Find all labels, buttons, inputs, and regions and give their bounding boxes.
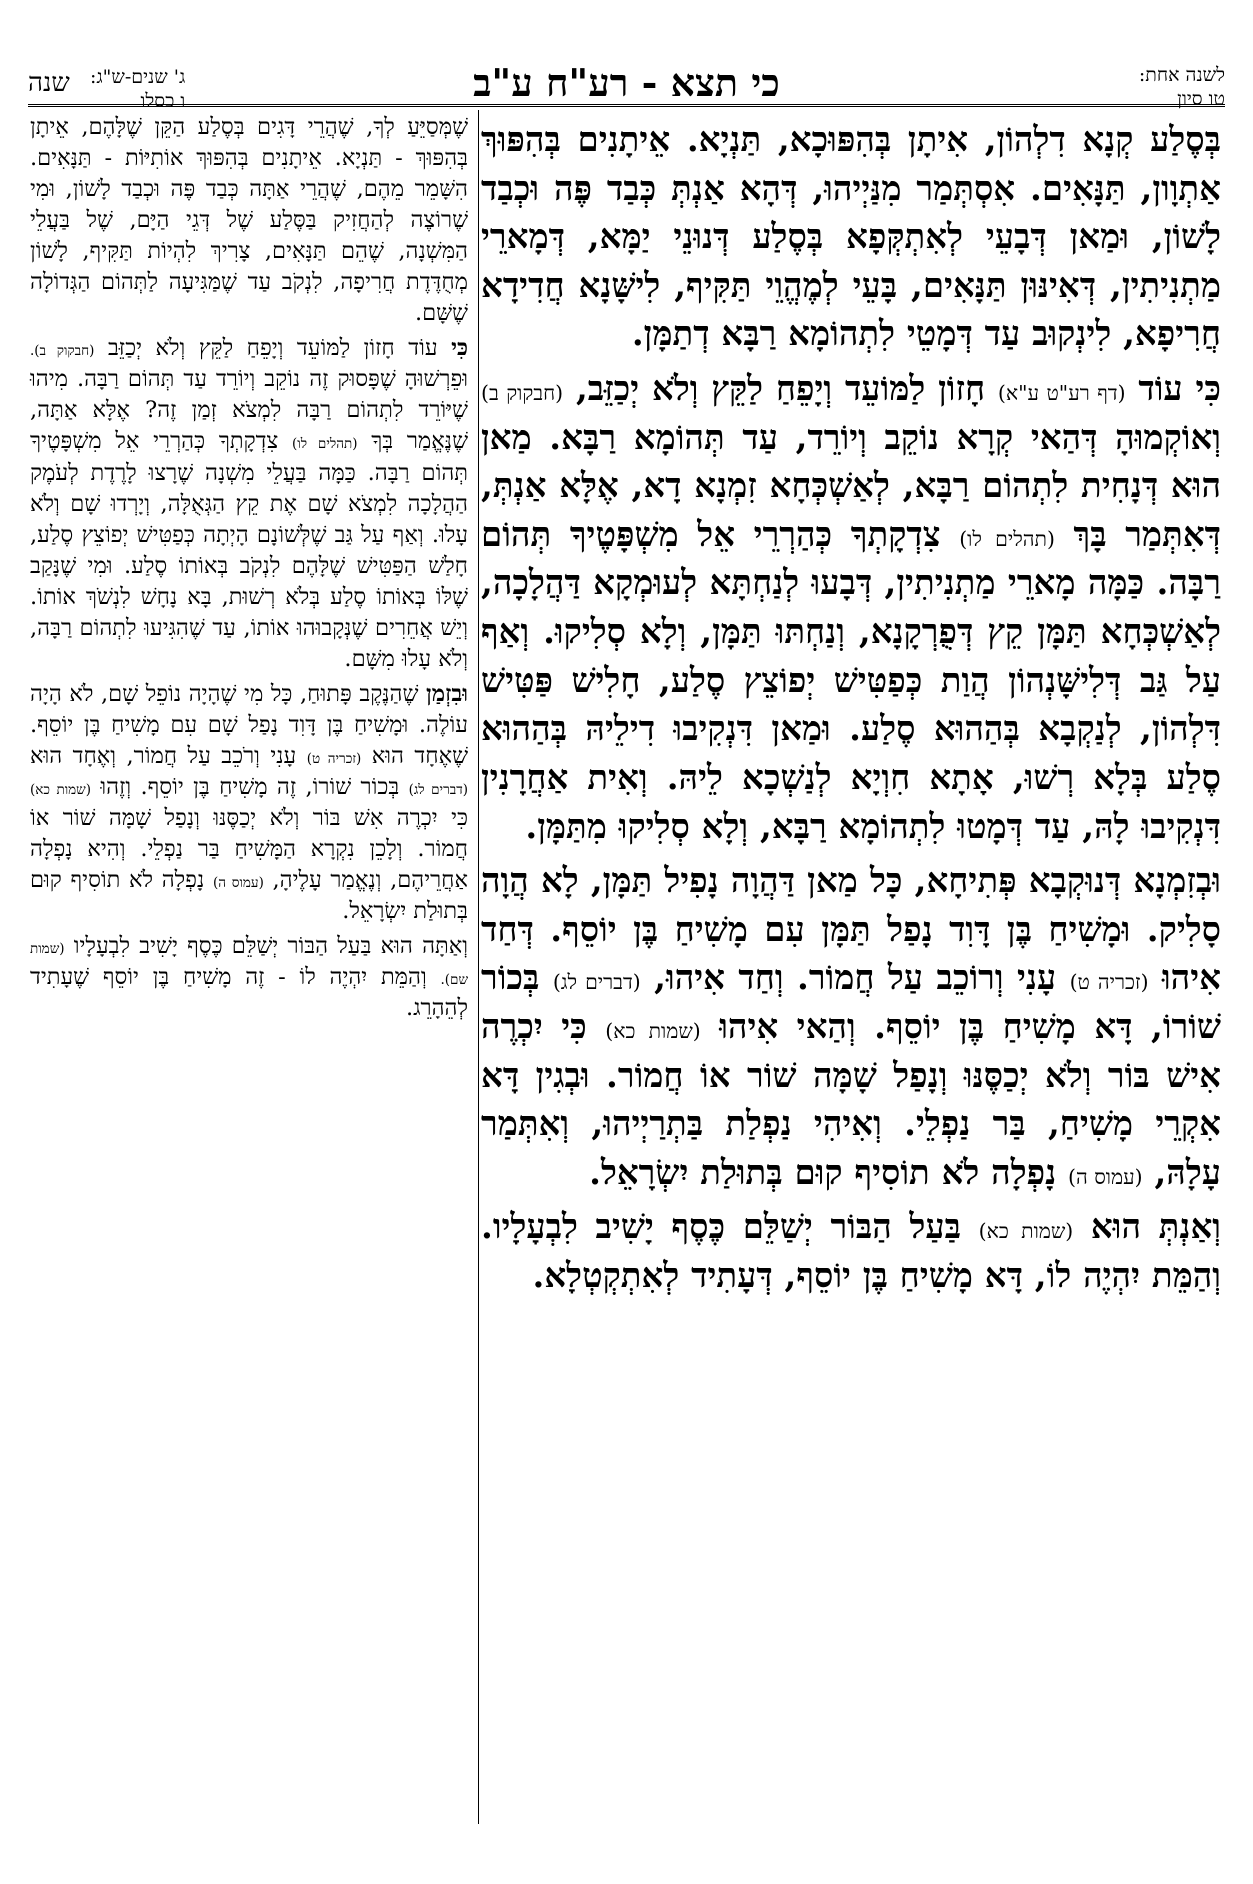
side-p4-ref1: (שמות שם).: [30, 941, 469, 989]
side-p3-text2: עָנִי וְרֹכֵב עַל חֲמוֹר, וְאֶחָד הוּא: [30, 742, 297, 769]
main-p3-text: דְּנוּקְבָא פְּתִיחָא, כָּל מַאן דַּהֲוָה נָפִיל תַּמָּן, לָא הֲוָה סָלִיק. וּמָשִׁיחַ בֶּן דָּוִד נָפַל תַּמָּן עִם מָשִׁיחַ בֶּן יוֹסֵף. דְּחַד אִיהוּ: [481, 861, 1221, 999]
main-p4-ref1: (שמות כא): [978, 1219, 1074, 1244]
date-one-year-value: טו סיון: [1177, 87, 1225, 110]
side-p2-text: עוֹד חָזוֹן לַמּוֹעֵד וְיָפֵחַ לַקֵּץ וְלֹא יְכַזֵּב: [107, 335, 438, 362]
main-p3-ref2: (דברים לג): [552, 970, 641, 995]
main-p3-ref3: (שמות כא): [605, 1018, 701, 1043]
main-text-column: [481, 116, 1221, 1834]
side-p2-text3: צִדְקָתְךָ כְּהַרְרֵי אֵל מִשְׁפָּטֶיךָ תְּהוֹם רַבָּה. כַּמָּה בַּעֲלֵי מִשְׁנָה שֶׁרָצוּ לָרֶדֶת לְעֹמֶק הַהֲלָכָה לִמְצֹא שָׁם אֶת קֵץ הַגְּאֻלָּה, וְיָרְדוּ שָׁם וְלֹא עָלוּ. וְאַף עַל גַּב שֶׁלְּשׁוֹנָם הָיְתָה כְּפַטִּישׁ יְפוֹצֵץ סֶלַע, חָלַשׁ הַפַּטִּישׁ שֶׁלָּהֶם לִנְקֹב בְּאוֹתוֹ סֶלַע. וּמִי שֶׁנָּקַב שֶׁלּוֹ בְּאוֹתוֹ סֶלַע בְּלֹא רְשׁוּת, בָּא נָחָשׁ לִנְשֹׁךְ אוֹתוֹ. וְיֵשׁ אֲחֵרִים שֶׁנְּקָבוּהוּ אוֹתוֹ, עַד שֶׁהִגִּיעוּ לִתְהוֹם רַבָּה, וְלֹא עָלוּ מִשָּׁם.: [30, 428, 468, 672]
column-divider: [478, 110, 479, 1824]
side-p3-ref1: (זכריה ט): [306, 750, 362, 767]
main-paragraph-3: [481, 857, 1221, 1197]
main-p3-text5: נָפְלָה לֹא תוֹסִיף קוּם בְּתוּלַת יִשְׂרָאֵל.: [589, 1152, 1057, 1193]
main-p2-text: חָזוֹן לַמּוֹעֵד וְיָפֵחַ לַקֵּץ וְלֹא יְכַזֵּב,: [575, 369, 986, 410]
main-p4-lead: וְאַנְתְּ הוּא: [1090, 1207, 1221, 1248]
side-p3-text: שֶׁהַנֶּקֶב פָּתוּחַ, כָּל מִי שֶׁהָיָה נוֹפֵל שָׁם, לֹא הָיָה עוֹלֶה. וּמָשִׁיחַ בֶּן דָּוִד נָפַל שָׁם עִם מָשִׁיחַ בֶּן יוֹסֵף. שֶׁאֶחָד הוּא: [30, 680, 468, 769]
side-p2-ref2: (תהלים לו): [292, 436, 358, 453]
page-header: [28, 38, 1225, 112]
side-p4-text2: וְהַמֵּת יִהְיֶה לוֹ - זֶה מָשִׁיחַ בֶּן יוֹסֵף שֶׁעָתִיד לְהֵהָרֵג.: [30, 964, 468, 1022]
page-title: כי תצא - רע"ח ע"ב: [473, 60, 780, 105]
main-paragraph-1: [481, 116, 1221, 359]
main-p2-text2: וְאוֹקְמוּהָ דְּהַאי קְרָא נוֹקֵב וְיוֹרֵד, עַד תְּהוֹמָא רַבָּא. מַאן הוּא דְּנָחִית לִתְהוֹם רַבָּא, לְאַשְׁכְּחָא זִמְנָא דָא, אֶלָּא אַנְתְּ, דְּאִתְּמַר בָּךְ: [481, 417, 1222, 555]
main-p3-text3: בְּכוֹר שׁוֹרוֹ, דָּא מָשִׁיחַ בֶּן יוֹסֵף. וְהַאי אִיהוּ: [481, 958, 1221, 1047]
translation-column: [30, 112, 468, 1834]
main-p3-text2: עָנִי וְרוֹכֵב עַל חֲמוֹר. וְחַד אִיהוּ,: [654, 958, 1057, 999]
side-p3-ref3: (שמות כא): [30, 781, 91, 798]
main-p2-lead: כִּי עוֹד: [1138, 369, 1222, 410]
main-p3-ref1: (זכריה ט): [1069, 970, 1149, 995]
side-p2-lead: כִּי: [451, 335, 469, 362]
side-p3-lead: וּבִזְמַן: [426, 680, 468, 707]
date-three-years-value: ו כסלו: [140, 89, 186, 112]
main-p2-ref2: (חבקוק ב): [481, 381, 564, 406]
main-p2-ref3: (תהלים לו): [959, 526, 1055, 551]
side-paragraph-2: [30, 333, 468, 675]
main-p4-text: בַּעַל הַבּוֹר יְשַׁלֵּם כֶּסֶף יָשִׁיב לִבְעָלָיו. וְהַמֵּת יִהְיֶה לוֹ, דָּא מָשִׁיחַ בֶּן יוֹסֵף, דְּעָתִיד לְאִתְקְטְלָא.: [481, 1207, 1221, 1297]
main-paragraph-4: [481, 1203, 1221, 1300]
side-paragraph-4: [30, 931, 468, 1024]
main-p3-text4: כִּי יִכְרֶה אִישׁ בּוֹר וְלֹא יְכַסֶּנּוּ וְנָפַל שָׁמָּה שׁוֹר אוֹ חֲמוֹר. וּבְגִין דָּא אִקְרֵי מָשִׁיחַ, בַּר נַפְלֵי. וְאִיהִי נַפְלַת בַּתְרַיְיהוּ, וְאִתְּמַר עָלָהּ,: [481, 1006, 1221, 1193]
main-p3-ref4: (עמוס ה): [1068, 1164, 1143, 1189]
main-paragraph-2: [481, 365, 1221, 851]
side-p3-text5: נָפְלָה לֹא תוֹסִיף קוּם בְּתוּלַת יִשְׂרָאֵל.: [30, 867, 468, 925]
side-paragraph-3: [30, 679, 468, 927]
side-p2-text2: וּפֵרְשׁוּהָ שֶׁפָּסוּק זֶה נוֹקֵב וְיוֹרֵד עַד תְּהוֹם רַבָּה. מִיהוּ שֶׁיּוֹרֵד לִתְהוֹם רַבָּה לִמְצֹא זְמַן זֶה? אֶלָּא אַתָּה, שֶׁנֶּאֱמַר בְּךָ: [30, 366, 469, 455]
main-p2-text3: צִדְקָתְךָ כְּהַרְרֵי אֵל מִשְׁפָּטֶיךָ תְּהוֹם רַבָּה. כַּמָּה מָארֵי מַתְנִיתִין, דְּבָעוּ לְנַחְתָּא לְעוּמְקָא דַּהֲלָכָה, לְאַשְׁכְּחָא תַּמָּן קֵץ דְּפֻרְקָנָא, וְנַחְתּוּ תַּמָּן, וְלָא סְלִיקוּ. וְאַף עַל גַּב דְּלִישָּׁנְהוֹן הֲוַת כְּפַטִּישׁ יְפוֹצֵץ סֶלַע, חָלִישׁ פַּטִּישׁ דִּלְהוֹן, לְנַקְבָא בְּהַהוּא סֶלַע. וּמַאן דִּנְקִיבוּ דִילֵיהּ בְּהַהוּא סֶלַע בְּלָא רְשׁוּ, אָתָא חִוְיָא לְנַשְׁכָא לֵיהּ. וְאִית אַחֲרָנִין דִּנְקִיבוּ לָהּ, עַד דְּמָטוּ לִתְהוֹמָא רַבָּא, וְלָא סְלִיקוּ מִתַּמָּן.: [481, 514, 1221, 847]
date-one-year-label: לשנה אחת:: [1138, 64, 1225, 86]
side-paragraph-1: [30, 112, 468, 329]
side-p3-text3: בְּכוֹר שׁוֹרוֹ, זֶה מָשִׁיחַ בֶּן יוֹסֵף. וְזֶהוּ: [100, 773, 400, 800]
main-p1-text: בְּסֶלַע קְנָא דִלְהוֹן, אִיתָן בְּהִפּוּכָא, תַּנְיָא. אֵיתָנִים בְּהִפּוּךְ אַתְוָון, תַּנָּאִים. אִסְתְּמַר מִנַּיְיהוּ, דְּהָא אַנְתְּ כְּבַד פֶּה וּכְבַד לָשׁוֹן, וּמַאן דְּבָעֵי לְאִתְקְּפָא בְּסֶלַע דְּנוּנֵי יַמָּא, דְּמָארֵי מַתְנִיתִין, דְּאִינּוּן תַּנָּאִים, בָּעֵי לְמֶהֱוֵי תַּקִּיף, לִישָּׁנָא חֲדִידָא חֲרִיפָא, לִינְקוּב עַד דְּמָטֵי לִתְהוֹמָא רַבָּא דְתַמָּן.: [481, 120, 1221, 355]
side-p3-ref2: (דברים לג): [408, 781, 468, 798]
side-p1-text: שֶׁמְּסַיֵּעַ לְךָ, שֶׁהֲרֵי דָּגִים בְּסֶלַע הַקֵּן שֶׁלָּהֶם, אֵיתָן בְּהִפּוּךְ - תַּנְיָא. אֵיתָנִים בְּהִפּוּךְ אוֹתִיּוֹת - תַּנָּאִים. הִשָּׁמֵר מֵהֶם, שֶׁהֲרֵי אַתָּה כְּבַד פֶּה וּכְבַד לָשׁוֹן, וּמִי שֶׁרוֹצֶה לְהַחֲזִיק בַּסֶּלַע שֶׁל דְּגֵי הַיָּם, שֶׁל בַּעֲלֵי הַמִּשְׁנָה, שֶׁהֵם תַּנָּאִים, צָרִיךְ לִהְיוֹת תַּקִּיף, לָשׁוֹן מְחֻדֶּדֶת חֲרִיפָה, לִנְקֹב עַד שֶׁמַּגִּיעָה לַתְּהוֹם הַגְּדוֹלָה שֶׁשָּׁם.: [30, 114, 468, 327]
date-three-years-label: ג' שנים-ש"ג:: [90, 66, 186, 88]
side-p4-text: וְאַתָּה הוּא בַּעַל הַבּוֹר יְשַׁלֵּם כֶּסֶף יָשִׁיב לִבְעָלָיו: [73, 933, 468, 960]
year-label: שנה: [28, 68, 70, 98]
header-divider: [28, 104, 1225, 107]
side-p2-ref1: (חבקוק ב).: [30, 343, 95, 360]
side-p3-text4: כִּי יִכְרֶה אִשׁ בּוֹר וְלֹא יְכַסֶּנּוּ וְנָפַל שָׁמָּה שׁוֹר אוֹ חֲמוֹר. וְלָכֵן נִקְרָא הַמָּשִׁיחַ בַּר נַפְלֵי. וְהִיא נָפְלָה אַחֲרֵיהֶם, וְנֶאֱמַר עָלֶיהָ,: [30, 805, 468, 894]
main-p3-lead: וּבְזִמְנָא: [1133, 861, 1221, 902]
main-p2-ref1: (דף רע"ט ע"א): [997, 381, 1126, 406]
side-p3-ref4: (עמוס ה): [212, 875, 264, 892]
